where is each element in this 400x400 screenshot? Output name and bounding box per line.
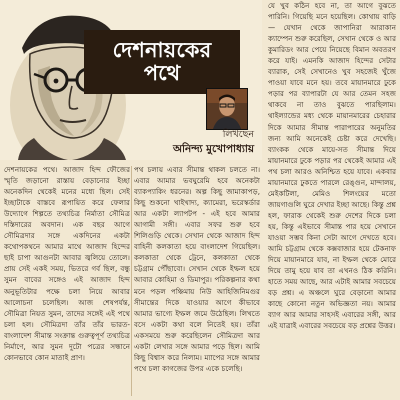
- title-line-2: পথে: [143, 61, 181, 85]
- article-column-left: [4, 164, 130, 400]
- article-column-middle: [134, 164, 260, 400]
- author-photo: [206, 88, 248, 130]
- title-line-1: দেশনায়কের: [112, 38, 212, 63]
- column-left-text: দেশনায়কের পথে। আজাদ হিন্দ ফৌজের স্মৃতি জড়ানো রাস্তায় বেড়ানোর ইচ্ছা অনেকদিন থেকেই মনের মধ্যে ছিল। সেই ইচ্ছাটাকে বাস্তবে রূপায়িত করে ফেলার উদ্যোগে শিল্পতে তথ্যচিত্র নির্মাতা সৌমিত্র দস্তিদারের অবদান। এক বছর আগে সৌমিত্রদার সঙ্গে একদিনের একটা কথোপকথনে আমার মাথে আজাদ হিন্দের ছাই চাপা আগুনটা আবার জ্বলিয়ে তোলে। প্রায় সেই একই সময়, ভিতরে গর্ব ছিল, বন্ধু সুমন বাবের সঙ্গেও এই আজাদ হিন্দ অনুভূতিটার পক্ষে চলা নিয়ে আবার আলোচনা চলেছিল। আজ শেষপর্যন্ত, সৌমিত্রা নিয়ত সুমন, তাদের সঙ্গেই এই পথে চলা হল। সৌমিত্রদা তাঁর তাঁর ভারত-বাংলাদেশ সীমান্ত সংক্রান্ত গুরুত্বপূর্ণ তথ্যচিত্র নির্মাণে, আর সুমন দুটো পত্রের সন্ধানে কোনভাবে কোন মাতাই প্রাণ।: [4, 165, 130, 362]
- article-column-right: [264, 0, 400, 400]
- article-title: [84, 30, 240, 94]
- article-header: [0, 0, 262, 160]
- author-name: অনিন্দ্য মুখোপাধ্যায়: [173, 143, 254, 155]
- byline-label: লিখছেন: [222, 129, 254, 140]
- column-divider: [131, 166, 132, 396]
- column-middle-text: পথ চলায় এবার সীমান্ত থাকল চলতে না। এবার আমার ভবঘুরেমি হবে অনেকটা ব্যাকপ্যাকিং ধরনের। অল্প কিছু জামাকাপড়, কিছু শুকনো খাইখাদ্য, ক্যামেরা, ভরেস্কর্ডার আর একটা ল্যাপটপ - এই হবে আমার আগামী সঙ্গী। এবার সফর শুরু হবে শিলিগুড়ি থেকে। সেখান থেকে আজাদ হিন্দ বাহিনী কলকাতা হয়ে বাংলাদেশ গিয়েছিল। কলকাতা থেকে ট্রেনে, কলকাতা থেকে চট্টগ্রাম পৌঁছাবো। সেখান থেকে ইম্ফল হয়ে আবার কোহিমা ও ডিমাপুর। পরিকল্পনার কথা মনে পড়ল পঞ্চিমায় নিউ আহিজিনিমগুর সীমান্তের দিকে যাওয়ার আগে কীভাবে আমার ভাগ্যে ইম্ফল জমে উঠেছিল। লিখতে বসে একটা কথা বলে নিতেই হয়। তাঁরা একসময়ে শুরু করেছিলেন সৌমিত্রদা আর একটা লেখার সঙ্গে আমার পড়ে ছিল। আমি কিছু বিশ্বাস করে নিলাম। ম্যাপের সঙ্গে আমার পথে চলা কাগজের উপর একে চলেছি।: [134, 165, 260, 373]
- column-right-text: যে খুব কঠিন হবে না, তা আগে বুঝতে পারিনি। গিয়েছি মনে হয়েছিল। কোথায় বাড়ি — যেখান থেকে জাপানিরা আরাকান ক্যাম্পেন শুরু করেছিল, সেখান থেকে ও আর কুমারিডং আর পেয়ে নিয়েছে বিমান অবতরণ করে যাই। এমনকি আজাদ হিন্দের সেটার ব্যারাক, সেই সেখানেও খুব সহজেই খুঁজে পাওয়া যাবে মনে হয়। তবে মায়ানমারে ঢুকে পড়ার পর ব্যাপারটা যে আর তেমন সহজ থাকবে না তাও বুঝতে পারছিলাম। থাইল্যান্ডের মধ্য থেকে মায়ানমারের চেহারার দিকে আমার সীমান্ত পারাপারের অনুমতির জন্য আমি অনেকেই চেষ্টা করে দেখেছি। ব্যাংকক থেকে মায়ে-সত সীমান্ত দিয়ে মায়ানমারে ঢুকে পড়ার পর থেকেই আমার এই পথ চলা আরও অনিশ্চিত হয়ে যাবে। একবার মায়ানমারে ঢুকতে পারলে রেঙ্গুন, মান্দালয়, মেইকটিলা, মেমিও শিলংয়ের মতো জায়গাগুলি ঘুরে দেখার ইচ্ছা আছে। কিন্তু প্রশ্ন হল, ফারাক থেকেই শুরু দেশের দিকে চলা হয়, কিন্তু এইভাবে সীমান্ত পার হয়ে সেখানে যাওয়া সম্ভব কিনা সেটা আগে দেখতে হবে। আমি চট্টগ্রাম থেকে কক্সবাজার হয়ে টেকনাফ দিয়ে মায়ানমারে যাব, না ইম্ফল থেকে মোরে দিয়ে তামু হয়ে যাব তা এখনও ঠিক করিনি। হাতে সময় আছে, আর এটাই আমার সবচেয়ে বড় প্রশ্ন। এ অঞ্চলে ঘুরে বেড়ানো আমার কাছে কোনো নতুন অভিজ্ঞতা নয়। আমার ব্যাগ আর আমার সাহসই এবারের সঙ্গী, আর এই যাত্রাই এবারের সবচেয়ে বড় প্রশ্নের উত্তর।: [268, 1, 396, 331]
- byline: [130, 128, 254, 156]
